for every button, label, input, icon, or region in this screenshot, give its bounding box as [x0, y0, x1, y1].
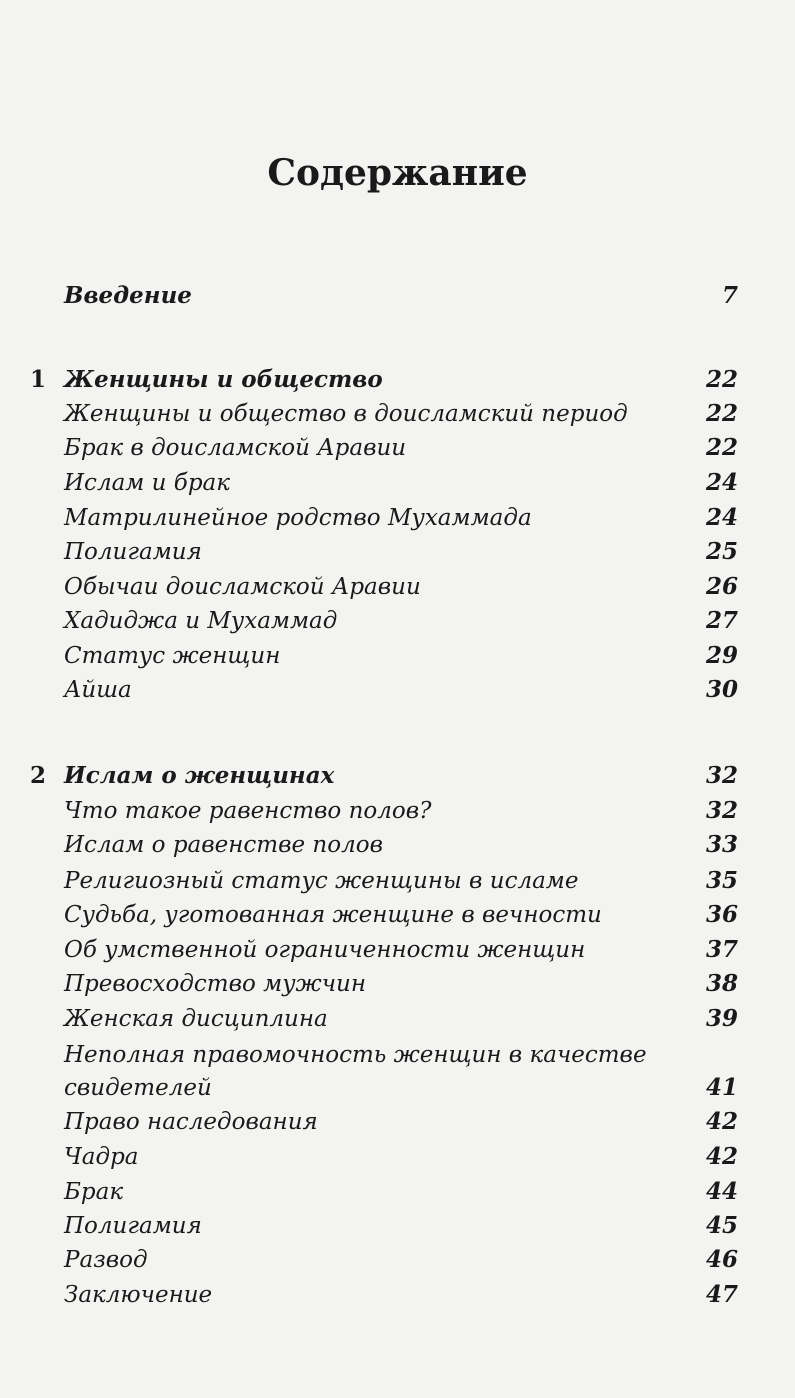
toc-entry: [0, 1003, 795, 1035]
toc-entry-label: Введение: [64, 282, 192, 309]
toc-entry-label: Заключение: [64, 1282, 213, 1308]
toc-entry-page: 25: [705, 538, 738, 565]
toc-entry-label: Развод: [64, 1247, 148, 1273]
toc-entry-label: Хадиджа и Мухаммад: [64, 608, 338, 634]
toc-entry-label: Что такое равенство полов?: [64, 798, 432, 824]
toc-entry-label: Полигамия: [64, 539, 202, 565]
toc-entry-page: 22: [705, 400, 738, 427]
toc-entry-page: 22: [705, 434, 738, 461]
toc-entry-page: 46: [705, 1246, 738, 1273]
toc-entry: [0, 1039, 795, 1071]
toc-entry: [0, 934, 795, 966]
toc-chapter-2: [0, 760, 795, 792]
toc-entry: [0, 1279, 795, 1311]
toc-entry-page: 32: [705, 797, 738, 824]
toc-entry: [0, 1244, 795, 1276]
toc-entry-page: 45: [705, 1212, 738, 1239]
toc-entry: [0, 502, 795, 534]
toc-entry-label: Брак: [64, 1179, 124, 1205]
toc-entry: [0, 968, 795, 1000]
toc-entry-label: свидетелей: [64, 1075, 212, 1101]
toc-entry: [0, 640, 795, 672]
toc-entry-label: Матрилинейное родство Мухаммада: [64, 505, 532, 531]
toc-entry-intro: [0, 280, 795, 312]
toc-entry-label: Об умственной ограниченности женщин: [64, 937, 586, 963]
toc-entry-page: 42: [705, 1108, 738, 1135]
toc-entry: [0, 829, 795, 861]
toc-entry-page: 44: [705, 1178, 738, 1205]
toc-entry-page: 27: [705, 607, 738, 634]
toc-entry-label: Ислам о равенстве полов: [64, 832, 383, 858]
toc-entry: [0, 1210, 795, 1242]
chapter-number: 2: [30, 762, 47, 789]
toc-entry-page: 29: [705, 642, 738, 669]
toc-entry: [0, 1106, 795, 1138]
toc-entry-page: 37: [705, 936, 738, 963]
toc-entry-label: Религиозный статус женщины в исламе: [64, 868, 579, 894]
toc-entry-label: Право наследования: [64, 1109, 318, 1135]
toc-entry-label: Женская дисциплина: [64, 1006, 328, 1032]
page-title: Содержание: [267, 152, 528, 194]
toc-entry: [0, 467, 795, 499]
toc-entry-page: 42: [705, 1143, 738, 1170]
chapter-page: 22: [705, 366, 738, 393]
toc-entry: [0, 536, 795, 568]
toc-entry: [0, 899, 795, 931]
toc-entry-page: 35: [705, 867, 738, 894]
toc-entry-label: Чадра: [64, 1144, 139, 1170]
toc-entry: [0, 1176, 795, 1208]
toc-entry: [0, 795, 795, 827]
toc-entry: [0, 432, 795, 464]
toc-entry-label: Судьба, уготованная женщине в вечности: [64, 902, 602, 928]
chapter-title: Ислам о женщинах: [64, 762, 335, 789]
toc-entry-label: Неполная правомочность женщин в качестве: [64, 1042, 647, 1068]
toc-entry: [0, 674, 795, 706]
toc-entry: [0, 1141, 795, 1173]
toc-entry-page: 26: [705, 573, 738, 600]
toc-entry-label: Статус женщин: [64, 643, 281, 669]
toc-entry-label: Женщины и общество в доисламский период: [64, 401, 628, 427]
toc-entry: [0, 398, 795, 430]
chapter-page: 32: [705, 762, 738, 789]
toc-entry-page: 39: [705, 1005, 738, 1032]
toc-entry-page: 7: [721, 282, 738, 309]
toc-entry-label: Брак в доисламской Аравии: [64, 435, 407, 461]
toc-entry: [0, 865, 795, 897]
toc-entry-page: 30: [705, 676, 738, 703]
toc-entry-label: Обычаи доисламской Аравии: [64, 574, 421, 600]
toc-entry-page: 24: [705, 504, 738, 531]
toc-entry-page: 38: [705, 970, 738, 997]
toc-chapter-1: [0, 364, 795, 396]
toc-entry: [0, 571, 795, 603]
toc-entry-continued: [0, 1072, 795, 1104]
toc-entry-page: 33: [705, 831, 738, 858]
toc-entry-label: Ислам и брак: [64, 470, 231, 496]
toc-entry-label: Айша: [64, 677, 132, 703]
toc-entry-page: 41: [705, 1074, 738, 1101]
chapter-number: 1: [30, 366, 47, 393]
toc-entry: [0, 605, 795, 637]
toc-entry-page: 24: [705, 469, 738, 496]
toc-entry-label: Полигамия: [64, 1213, 202, 1239]
chapter-title: Женщины и общество: [64, 366, 383, 393]
toc-entry-page: 47: [705, 1281, 738, 1308]
toc-entry-page: 36: [705, 901, 738, 928]
toc-entry-label: Превосходство мужчин: [64, 971, 366, 997]
